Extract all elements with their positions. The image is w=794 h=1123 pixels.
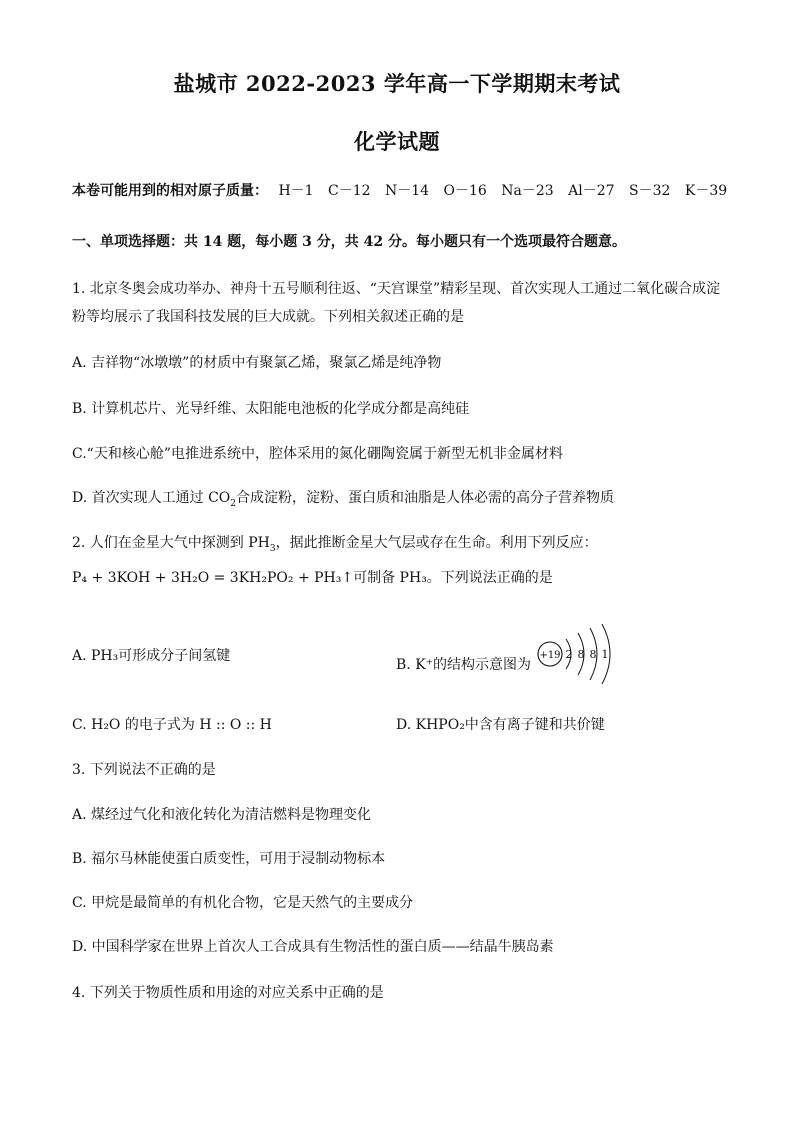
shell-count-3: 8: [589, 648, 596, 661]
atomic-masses-label: 本卷可能用到的相对原子质量：: [72, 183, 268, 199]
q2-option-d: D. KHPO₂中含有离子键和共价键: [396, 717, 605, 733]
exam-subtitle: 化学试题: [354, 129, 440, 154]
q1-option-d-sub: 2: [230, 498, 236, 509]
q1-option-b: B. 计算机芯片、光导纤维、太阳能电池板的化学成分都是高纯硅: [72, 401, 470, 417]
mass-item: H－1: [278, 183, 314, 199]
nucleus-charge: +19: [538, 650, 561, 661]
q2-equation-line: [72, 567, 732, 587]
q3-option-a: A. 煤经过气化和液化转化为清洁燃料是物理变化: [72, 807, 372, 823]
shell-count-2: 8: [577, 648, 584, 661]
q2-equation-tail: 可制备 PH₃。下列说法正确的是: [353, 570, 553, 586]
shell-count-1: 2: [565, 648, 572, 661]
electron-formula: H :: O :: H: [199, 717, 272, 733]
q1-option-d-pre: D. 首次实现人工通过 CO: [72, 490, 231, 506]
shell-count-4: 1: [601, 648, 608, 661]
exam-title: 盐城市 2022-2023 学年高一下学期期末考试: [173, 71, 621, 96]
q2-stem: [72, 532, 732, 554]
q2-stem-pre: 2. 人们在金星大气中探测到 PH: [72, 535, 270, 551]
mass-item: Na－23: [501, 183, 554, 199]
q1-option-c: C.“天和核心舱”电推进系统中，腔体采用的氮化硼陶瓷属于新型无机非金属材料: [72, 446, 563, 462]
q2-option-b: [396, 645, 618, 685]
q2-stem-post: ，据此推断金星大气层或存在生命。利用下列反应：: [275, 535, 598, 551]
q1-option-a: A. 吉祥物“冰墩墩”的材质中有聚氯乙烯，聚氯乙烯是纯净物: [72, 355, 442, 371]
q1-option-d-post: 合成淀粉，淀粉、蛋白质和油脂是人体必需的高分子营养物质: [236, 490, 614, 506]
q1-option-d: [72, 487, 732, 509]
mass-item: K－39: [684, 183, 728, 199]
mass-item: C－12: [328, 183, 371, 199]
q3-stem: 3. 下列说法不正确的是: [72, 762, 216, 778]
atomic-masses-line: [72, 180, 732, 200]
mass-item: S－32: [629, 183, 671, 199]
q2-equation: P₄ + 3KOH + 3H₂O = 3KH₂PO₂ + PH₃↑: [72, 570, 354, 586]
mass-item: O－16: [443, 183, 487, 199]
q2-stem-sub: 3: [269, 543, 276, 554]
q1-stem-line1: 1. 北京冬奥会成功举办、神舟十五号顺利往返、“天宫课堂”精彩呈现、首次实现人工通过二氧化碳合成淀: [72, 281, 721, 297]
q2-option-c-text: C. H₂O 的电子式为: [72, 717, 195, 733]
q3-option-c: C. 甲烷是最简单的有机化合物，它是天然气的主要成分: [72, 895, 414, 911]
q3-option-b: B. 福尔马林能使蛋白质变性，可用于浸制动物标本: [72, 851, 386, 867]
potassium-ion-structure-diagram: [536, 623, 618, 685]
section-heading: 一、单项选择题：共 14 题，每小题 3 分，共 42 分。每小题只有一个选项最符合题意。: [72, 234, 626, 250]
mass-item: N－14: [385, 183, 430, 199]
mass-item: Al－27: [568, 183, 615, 199]
q4-stem: 4. 下列关于物质性质和用途的对应关系中正确的是: [72, 985, 384, 1001]
q3-option-d: D. 中国科学家在世界上首次人工合成具有生物活性的蛋白质——结晶牛胰岛素: [72, 939, 554, 955]
q2-option-b-text: B. K⁺的结构示意图为: [396, 657, 532, 673]
q1-stem-line2: 粉等均展示了我国科技发展的巨大成就。下列相关叙述正确的是: [72, 309, 464, 325]
q2-option-a: A. PH₃可形成分子间氢键: [72, 648, 231, 664]
